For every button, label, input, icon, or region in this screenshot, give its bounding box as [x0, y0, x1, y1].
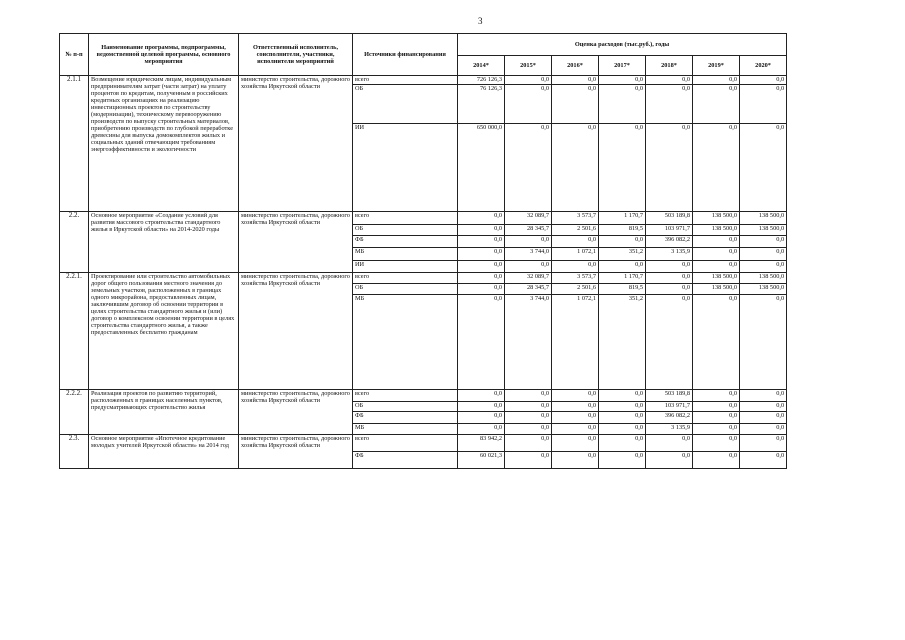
value-cell: 0,0: [693, 76, 740, 85]
funding-source: всего: [353, 212, 458, 225]
value-cell: 3 573,7: [552, 212, 599, 225]
value-cell: 0,0: [740, 412, 787, 424]
value-cell: 0,0: [740, 452, 787, 469]
value-cell: 0,0: [505, 402, 552, 412]
value-cell: 32 089,7: [505, 212, 552, 225]
value-cell: 60 021,3: [458, 452, 505, 469]
header-year: 2020*: [740, 56, 787, 76]
value-cell: 2 501,6: [552, 225, 599, 236]
funding-source: ОБ: [353, 85, 458, 124]
value-cell: 0,0: [740, 124, 787, 212]
value-cell: 0,0: [693, 124, 740, 212]
header-num: № п-п: [60, 34, 89, 76]
header-source: Источники финансирования: [353, 34, 458, 76]
value-cell: 503 189,8: [646, 390, 693, 402]
funding-source: всего: [353, 273, 458, 284]
value-cell: 0,0: [458, 424, 505, 435]
budget-table: [59, 33, 787, 469]
value-cell: 103 971,7: [646, 402, 693, 412]
funding-source: ИИ: [353, 124, 458, 212]
value-cell: 0,0: [646, 452, 693, 469]
value-cell: 0,0: [646, 85, 693, 124]
value-cell: 0,0: [458, 402, 505, 412]
value-cell: 0,0: [552, 76, 599, 85]
value-cell: 503 189,8: [646, 212, 693, 225]
program-name: Проектирование или строительство автомобильных дорог общего пользования местного значения до земельных участков, расположенных в границах одного микрорайона, предоставленных лицам, заключившим договор об освоении территории в целях строительства стандартного жилья и (или) договор о комплексном освоении территории в целях строительства стандартного жилья, а также предоставленных бесплатно гражданам: [89, 273, 239, 390]
table-header: [60, 34, 787, 76]
row-number: 2.2.: [60, 212, 89, 273]
table-row: [60, 435, 787, 452]
value-cell: 0,0: [740, 402, 787, 412]
value-cell: 0,0: [693, 435, 740, 452]
value-cell: 726 126,3: [458, 76, 505, 85]
value-cell: 0,0: [599, 261, 646, 273]
header-name: Наименование программы, подпрограммы, ведомственной целевой программы, основного мероприятия: [89, 34, 239, 76]
value-cell: 351,2: [599, 295, 646, 390]
value-cell: 1 072,1: [552, 248, 599, 261]
value-cell: 0,0: [693, 452, 740, 469]
funding-source: МБ: [353, 295, 458, 390]
table-row: [60, 390, 787, 402]
header-year: 2017*: [599, 56, 646, 76]
value-cell: 0,0: [599, 435, 646, 452]
value-cell: 138 500,0: [740, 273, 787, 284]
program-name: Основное мероприятие «Создание условий для развития массового строительства стандартного жилья в Иркутской области» на 2014-2020 годы: [89, 212, 239, 273]
executor: министерство строительства, дорожного хозяйства Иркутской области: [239, 390, 353, 435]
value-cell: 396 082,2: [646, 236, 693, 248]
funding-source: ФБ: [353, 412, 458, 424]
row-number: 2.2.1.: [60, 273, 89, 390]
value-cell: 0,0: [458, 390, 505, 402]
value-cell: 0,0: [599, 424, 646, 435]
value-cell: 0,0: [693, 412, 740, 424]
value-cell: 0,0: [505, 412, 552, 424]
value-cell: 0,0: [693, 295, 740, 390]
value-cell: 0,0: [505, 435, 552, 452]
program-name: Основное мероприятие «Ипотечное кредитование молодых учителей Иркутской области» на 2014 год: [89, 435, 239, 469]
value-cell: 0,0: [740, 424, 787, 435]
value-cell: 396 082,2: [646, 412, 693, 424]
funding-source: ОБ: [353, 225, 458, 236]
value-cell: 0,0: [599, 390, 646, 402]
value-cell: 351,2: [599, 248, 646, 261]
value-cell: 0,0: [552, 236, 599, 248]
funding-source: ИИ: [353, 261, 458, 273]
row-number: 2.1.1: [60, 76, 89, 212]
value-cell: 0,0: [599, 236, 646, 248]
value-cell: 0,0: [458, 261, 505, 273]
value-cell: 0,0: [552, 85, 599, 124]
value-cell: 819,5: [599, 225, 646, 236]
header-year: 2018*: [646, 56, 693, 76]
header-year: 2015*: [505, 56, 552, 76]
value-cell: 138 500,0: [693, 284, 740, 295]
value-cell: 0,0: [740, 76, 787, 85]
value-cell: 650 000,0: [458, 124, 505, 212]
value-cell: 138 500,0: [740, 225, 787, 236]
value-cell: 0,0: [740, 248, 787, 261]
value-cell: 0,0: [599, 76, 646, 85]
value-cell: 103 971,7: [646, 225, 693, 236]
funding-source: ОБ: [353, 284, 458, 295]
value-cell: 0,0: [646, 295, 693, 390]
value-cell: 138 500,0: [693, 225, 740, 236]
value-cell: 0,0: [552, 424, 599, 435]
value-cell: 0,0: [505, 85, 552, 124]
value-cell: 0,0: [693, 390, 740, 402]
value-cell: 3 744,0: [505, 295, 552, 390]
value-cell: 0,0: [599, 412, 646, 424]
row-number: 2.2.2.: [60, 390, 89, 435]
table-body: [60, 76, 787, 469]
value-cell: 138 500,0: [740, 284, 787, 295]
funding-source: всего: [353, 76, 458, 85]
funding-source: МБ: [353, 424, 458, 435]
value-cell: 0,0: [693, 85, 740, 124]
header-year: 2016*: [552, 56, 599, 76]
value-cell: 0,0: [505, 390, 552, 402]
value-cell: 0,0: [552, 402, 599, 412]
value-cell: 0,0: [646, 124, 693, 212]
value-cell: 0,0: [599, 124, 646, 212]
value-cell: 0,0: [693, 424, 740, 435]
value-cell: 0,0: [458, 225, 505, 236]
executor: министерство строительства, дорожного хозяйства Иркутской области: [239, 212, 353, 273]
value-cell: 0,0: [505, 236, 552, 248]
value-cell: 0,0: [552, 124, 599, 212]
program-name: Возмещение юридическим лицам, индивидуальным предпринимателям затрат (части затрат) на уплату процентов по кредитам, полученным в российских кредитных организациях на реализацию инвестиционных проектов по строительству (модернизации), техническому перевооружению производств по выпуску строительных материалов, приобретению производств по глубокой переработке древесины для выпуска домокомплектов жилых и социальных зданий отвечающим требованиям энергоэффективности и экологичности: [89, 76, 239, 212]
header-year: 2014*: [458, 56, 505, 76]
table-row: [60, 273, 787, 284]
funding-source: МБ: [353, 248, 458, 261]
page-number: 3: [478, 16, 483, 26]
value-cell: 1 072,1: [552, 295, 599, 390]
funding-source: всего: [353, 435, 458, 452]
value-cell: 0,0: [599, 402, 646, 412]
value-cell: 819,5: [599, 284, 646, 295]
value-cell: 0,0: [552, 452, 599, 469]
value-cell: 0,0: [458, 273, 505, 284]
header-year: 2019*: [693, 56, 740, 76]
program-name: Реализация проектов по развитию территорий, расположенных в границах населенных пунктов, предусматривающих строительство жилья: [89, 390, 239, 435]
table-row: [60, 76, 787, 85]
funding-source: ФБ: [353, 236, 458, 248]
value-cell: 0,0: [646, 435, 693, 452]
value-cell: 0,0: [599, 85, 646, 124]
value-cell: 0,0: [740, 435, 787, 452]
value-cell: 76 126,3: [458, 85, 505, 124]
value-cell: 3 744,0: [505, 248, 552, 261]
value-cell: 0,0: [458, 212, 505, 225]
value-cell: 0,0: [505, 424, 552, 435]
value-cell: 138 500,0: [740, 212, 787, 225]
executor: министерство строительства, дорожного хозяйства Иркутской области: [239, 435, 353, 469]
value-cell: 0,0: [693, 236, 740, 248]
value-cell: 0,0: [552, 435, 599, 452]
executor: министерство строительства, дорожного хозяйства Иркутской области: [239, 273, 353, 390]
value-cell: 3 135,9: [646, 424, 693, 435]
executor: министерство строительства, дорожного хозяйства Иркутской области: [239, 76, 353, 212]
value-cell: 0,0: [552, 412, 599, 424]
header-estimate: Оценка расходов (тыс.руб.), годы: [458, 34, 787, 56]
value-cell: 0,0: [505, 76, 552, 85]
value-cell: 0,0: [458, 284, 505, 295]
value-cell: 32 089,7: [505, 273, 552, 284]
value-cell: 0,0: [740, 390, 787, 402]
header-exec: Ответственный исполнитель, соисполнители, участники, исполнители мероприятий: [239, 34, 353, 76]
value-cell: 0,0: [505, 261, 552, 273]
value-cell: 3 135,9: [646, 248, 693, 261]
value-cell: 0,0: [458, 412, 505, 424]
value-cell: 0,0: [646, 261, 693, 273]
value-cell: 0,0: [646, 76, 693, 85]
value-cell: 138 500,0: [693, 212, 740, 225]
value-cell: 1 170,7: [599, 273, 646, 284]
value-cell: 0,0: [458, 248, 505, 261]
value-cell: 28 345,7: [505, 284, 552, 295]
funding-source: всего: [353, 390, 458, 402]
value-cell: 0,0: [740, 85, 787, 124]
row-number: 2.3.: [60, 435, 89, 469]
value-cell: 0,0: [552, 390, 599, 402]
value-cell: 0,0: [599, 452, 646, 469]
value-cell: 138 500,0: [693, 273, 740, 284]
value-cell: 0,0: [646, 273, 693, 284]
value-cell: 0,0: [646, 284, 693, 295]
value-cell: 83 942,2: [458, 435, 505, 452]
value-cell: 0,0: [505, 452, 552, 469]
value-cell: 2 501,6: [552, 284, 599, 295]
value-cell: 0,0: [740, 236, 787, 248]
value-cell: 0,0: [458, 236, 505, 248]
funding-source: ОБ: [353, 402, 458, 412]
funding-source: ФБ: [353, 452, 458, 469]
value-cell: 28 345,7: [505, 225, 552, 236]
value-cell: 0,0: [505, 124, 552, 212]
value-cell: 0,0: [693, 261, 740, 273]
value-cell: 3 573,7: [552, 273, 599, 284]
value-cell: 0,0: [740, 261, 787, 273]
table-row: [60, 212, 787, 225]
value-cell: 1 170,7: [599, 212, 646, 225]
value-cell: 0,0: [458, 295, 505, 390]
value-cell: 0,0: [552, 261, 599, 273]
value-cell: 0,0: [693, 402, 740, 412]
value-cell: 0,0: [740, 295, 787, 390]
value-cell: 0,0: [693, 248, 740, 261]
